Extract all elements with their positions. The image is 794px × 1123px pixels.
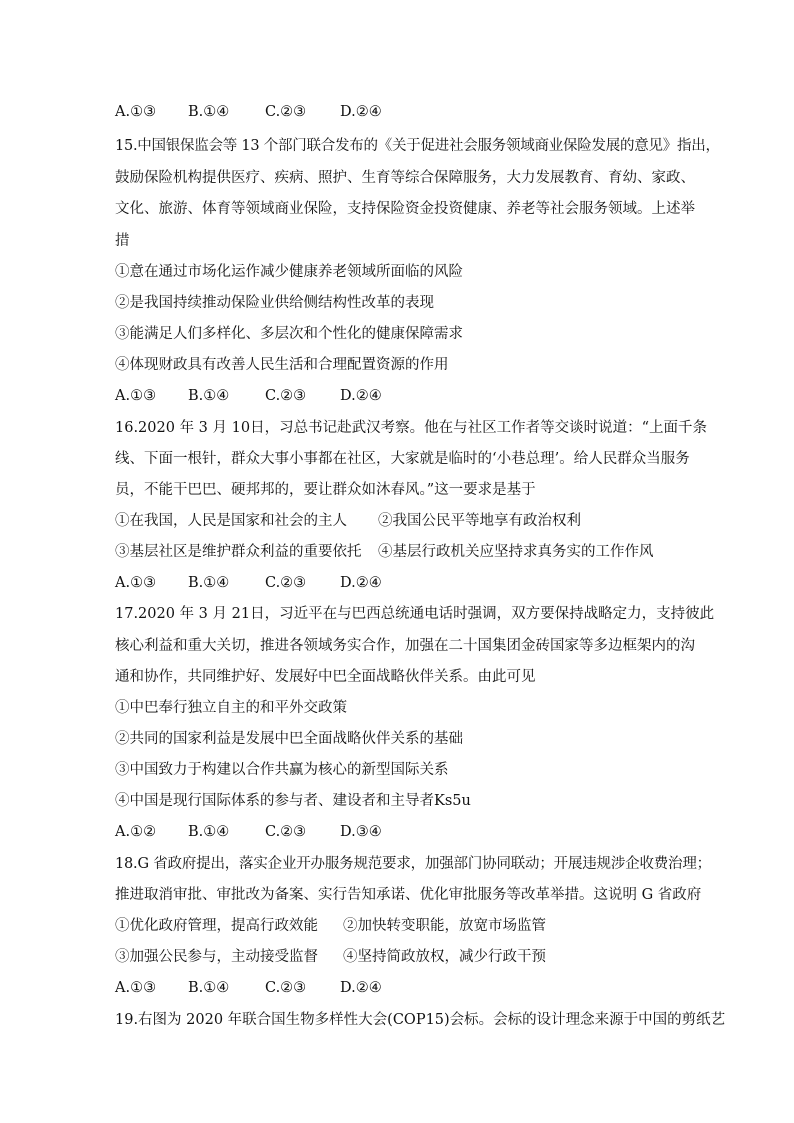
option-d: D.②④: [340, 104, 382, 120]
q16-item: ③基层社区是维护群众利益的重要依托: [115, 544, 362, 560]
q18-item: ③加强公民参与，主动接受监督: [115, 949, 318, 965]
q16-items-row: [115, 542, 654, 562]
q16-item: ②我国公民平等地享有政治权利: [378, 513, 581, 529]
q15-stem-line: 鼓励保险机构提供医疗、疾病、照护、生育等综合保障服务，大力发展教育、育幼、家政、: [115, 170, 695, 186]
q17-stem-line: 通和协作，共同维护好、发展好中巴全面战略伙伴关系。由此可见: [115, 669, 536, 685]
q16-stem-line: 员，不能干巴巴、硬邦邦的，要让群众如沐春风。”这一要求是基于: [115, 482, 536, 498]
q18-items-row: [115, 947, 546, 967]
q17-stem-line: 核心利益和重大关切，推进各领域务实合作，加强在二十国集团金砖国家等多边框架内的沟: [115, 638, 695, 654]
q15-stem-line: 措: [115, 233, 130, 249]
q15-item: ③能满足人们多样化、多层次和个性化的健康保障需求: [115, 326, 463, 342]
q16-item: ①在我国，人民是国家和社会的主人: [115, 513, 347, 529]
q16-stem-line: 线、下面一根针，群众大事小事都在社区，大家就是临时的‘小巷总理’。给人民群众当服务: [115, 451, 690, 467]
option-a: A.①②: [115, 824, 157, 840]
q18-item: ④坚持简政放权，减少行政干预: [343, 949, 546, 965]
option-c: C.②③: [265, 575, 307, 591]
q16-stem-line: 16.2020 年 3 月 10日，习总书记赴武汉考察。他在与社区工作者等交谈时说道：“上面千条: [115, 420, 707, 436]
q18-item: ②加快转变职能，放宽市场监管: [343, 918, 546, 934]
q15-item: ④体现财政具有改善人民生活和合理配置资源的作用: [115, 357, 449, 373]
option-d: D.②④: [340, 980, 382, 996]
q17-item: ③中国致力于构建以合作共赢为核心的新型国际关系: [115, 762, 449, 778]
option-b: B.①④: [188, 104, 230, 120]
q16-options: [115, 573, 382, 593]
q18-stem-line: 18.G 省政府提出，落实企业开办服务规范要求，加强部门协同联动；开展违规涉企收费治理；: [115, 856, 711, 872]
option-d: D.③④: [340, 824, 382, 840]
q16-items-row: [115, 511, 581, 531]
q17-item: ①中巴奉行独立自主的和平外交政策: [115, 700, 347, 716]
option-a: A.①③: [115, 388, 157, 404]
q16-item: ④基层行政机关应坚持求真务实的工作作风: [378, 544, 654, 560]
q17-stem-line: 17.2020 年 3 月 21日，习近平在与巴西总统通电话时强调，双方要保持战略定力，支持彼此: [115, 606, 715, 622]
option-b: B.①④: [188, 980, 230, 996]
option-c: C.②③: [265, 104, 307, 120]
q15-stem-line: 文化、旅游、体育等领域商业保险，支持保险资金投资健康、养老等社会服务领域。上述举: [115, 201, 695, 217]
option-d: D.②④: [340, 388, 382, 404]
q18-stem-line: 推进取消审批、审批改为备案、实行告知承诺、优化审批服务等改革举措。这说明 G 省政府: [115, 887, 702, 903]
q18-options: [115, 978, 382, 998]
q15-stem-line: 15.中国银保监会等 13 个部门联合发布的《关于促进社会服务领域商业保险发展的意见》指出，: [115, 138, 720, 154]
option-b: B.①④: [188, 824, 230, 840]
option-a: A.①③: [115, 575, 157, 591]
q15-options: [115, 386, 382, 406]
q18-item: ①优化政府管理，提高行政效能: [115, 918, 318, 934]
option-c: C.②③: [265, 388, 307, 404]
q17-options: [115, 822, 382, 842]
q19-stem-line: 19.右图为 2020 年联合国生物多样性大会(COP15)会标。会标的设计理念来源于中国的剪纸艺: [115, 1012, 726, 1028]
q14-options: [115, 102, 382, 122]
q15-item: ①意在通过市场化运作减少健康养老领域所面临的风险: [115, 264, 463, 280]
option-c: C.②③: [265, 824, 307, 840]
option-a: A.①③: [115, 104, 157, 120]
q18-items-row: [115, 916, 546, 936]
q17-item: ②共同的国家利益是发展中巴全面战略伙伴关系的基础: [115, 731, 463, 747]
option-b: B.①④: [188, 388, 230, 404]
option-b: B.①④: [188, 575, 230, 591]
q17-item: ④中国是现行国际体系的参与者、建设者和主导者Ks5u: [115, 793, 471, 809]
option-c: C.②③: [265, 980, 307, 996]
option-a: A.①③: [115, 980, 157, 996]
q15-item: ②是我国持续推动保险业供给侧结构性改革的表现: [115, 295, 434, 311]
option-d: D.②④: [340, 575, 382, 591]
